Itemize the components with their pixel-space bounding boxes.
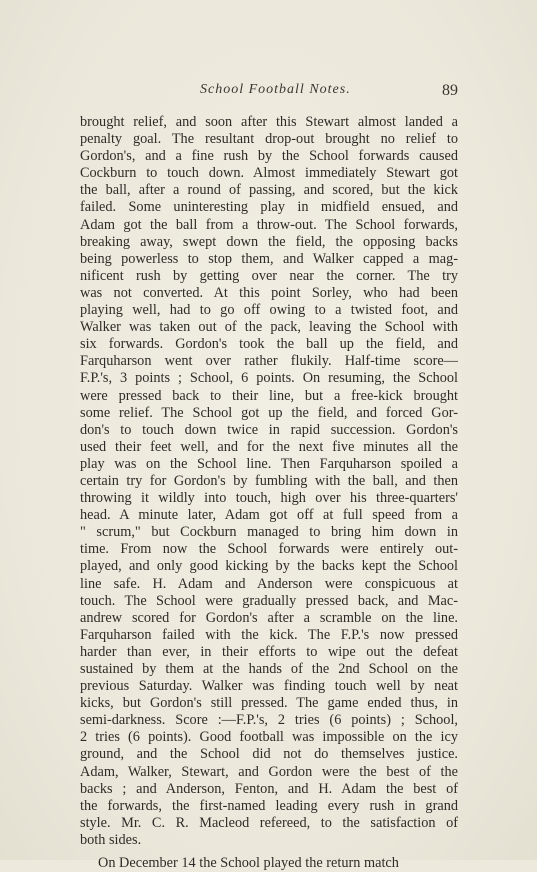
text-line: head. A minute later, Adam got off at full speed from a: [80, 507, 458, 524]
text-line: line safe. H. Adam and Anderson were conspicuous at: [80, 575, 458, 592]
text-line: semi-darkness. Score :—F.P.'s, 2 tries (6 points) ; School,: [80, 712, 458, 729]
text-line: F.P.'s, 3 points ; School, 6 points. On resuming, the School: [80, 370, 458, 387]
text-line: used their feet well, and for the next five minutes all the: [80, 438, 458, 455]
text-line: Cockburn to touch down. Almost immediately Stewart got: [80, 165, 458, 182]
text-line: breaking away, swept down the field, the opposing backs: [80, 233, 458, 250]
text-line: playing well, had to go off owing to a twisted foot, and: [80, 302, 458, 319]
page-number: 89: [442, 82, 458, 99]
text-line: failed. Some uninteresting play in midfield ensued, and: [80, 199, 458, 216]
paragraph-2: [80, 855, 458, 872]
text-line: the forwards, the first-named leading every rush in grand: [80, 797, 458, 814]
text-line: penalty goal. The resultant drop-out brought no relief to: [80, 131, 458, 148]
text-line: Adam, Walker, Stewart, and Gordon were the best of the: [80, 763, 458, 780]
text-line: six forwards. Gordon's took the ball up the field, and: [80, 336, 458, 353]
text-line: brought relief, and soon after this Stewart almost landed a: [80, 114, 458, 130]
text-line: Walker was taken out of the pack, leaving the School with: [80, 319, 458, 336]
text-line: play was on the School line. Then Farquharson spoiled a: [80, 455, 458, 472]
text-line: both sides.: [80, 831, 142, 848]
text-line: the ball, after a round of passing, and scored, but the kick: [80, 182, 458, 199]
text-line: andrew scored for Gordon's after a scramble on the line.: [80, 609, 458, 626]
page-header: [80, 82, 458, 104]
text-line: harder than ever, in their efforts to wipe out the defeat: [80, 643, 458, 660]
body-text: [80, 114, 458, 872]
text-line: don's to touch down twice in rapid succession. Gordon's: [80, 421, 458, 438]
text-line: time. From now the School forwards were entirely out-: [80, 541, 458, 558]
text-line: certain try for Gordon's by fumbling with the ball, and then: [80, 472, 458, 489]
text-line: nificent rush by getting over near the corner. The try: [80, 267, 458, 284]
text-line: Farquharson went over rather flukily. Half-time score—: [80, 353, 458, 370]
text-line: On December 14 the School played the return match: [98, 855, 399, 872]
text-line: sustained by them at the hands of the 2nd School on the: [80, 661, 458, 677]
text-line: being powerless to stop them, and Walker capped a mag-: [80, 250, 458, 267]
text-line: ground, and the School did not do themselves justice.: [80, 746, 458, 763]
running-title: School Football Notes.: [200, 82, 351, 97]
text-line: kicks, but Gordon's still pressed. The game ended thus, in: [80, 695, 458, 712]
text-line: touch. The School were gradually pressed back, and Mac-: [80, 592, 458, 609]
text-line: played, and only good kicking by the backs kept the School: [80, 558, 458, 575]
text-line: was not converted. At this point Sorley, who had been: [80, 284, 458, 301]
text-line: 2 tries (6 points). Good football was impossible on the icy: [80, 729, 458, 746]
text-line: Farquharson failed with the kick. The F.P.'s now pressed: [80, 626, 458, 643]
text-line: Adam got the ball from a throw-out. The School forwards,: [80, 216, 458, 233]
text-line: Gordon's, and a fine rush by the School forwards caused: [80, 148, 458, 165]
text-line: throwing it wildly into touch, high over his three-quarters': [80, 490, 458, 507]
text-line: backs ; and Anderson, Fenton, and H. Adam the best of: [80, 780, 458, 797]
text-line: previous Saturday. Walker was finding touch well by neat: [80, 678, 458, 695]
paragraph-1: [80, 114, 458, 849]
text-line: " scrum," but Cockburn managed to bring him down in: [80, 524, 458, 541]
text-line: some relief. The School got up the field, and forced Gor-: [80, 404, 458, 421]
text-line: style. Mr. C. R. Macleod refereed, to the satisfaction of: [80, 814, 458, 831]
text-line: were pressed back to their line, but a free-kick brought: [80, 387, 458, 404]
